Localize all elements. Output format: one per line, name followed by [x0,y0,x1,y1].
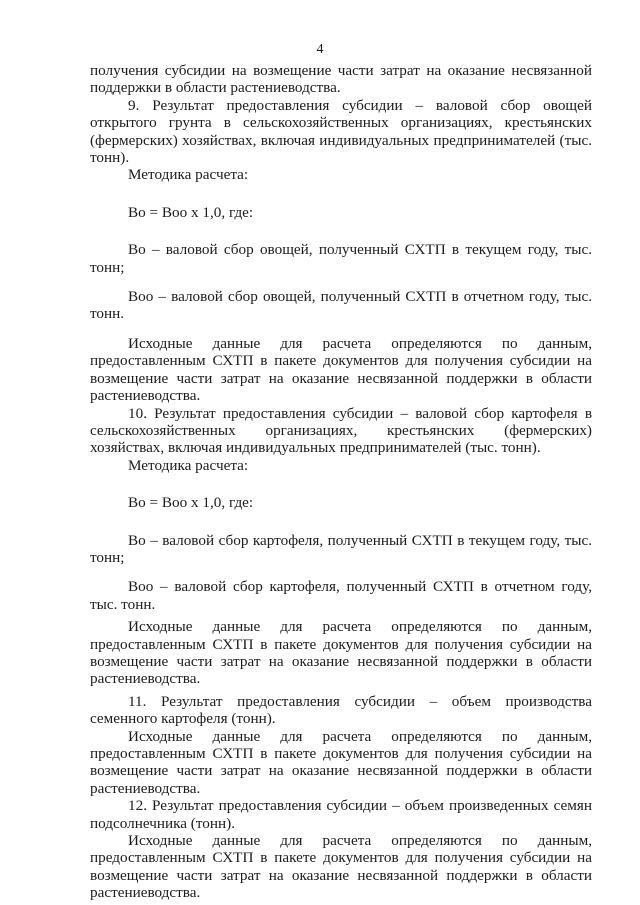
formula-definition: Во – валовой сбор овощей, полученный СХТП в текущем году, тыс. тонн; [90,241,592,276]
paragraph-source-data: Исходные данные для расчета определяются по данным, предоставленным СХТП в пакете документов для получения субсидии на возмещение части затрат на оказание несвязанной поддержки в области растениеводства. [90,727,592,797]
paragraph-item-9: 9. Результат предоставления субсидии – валовой сбор овощей открытого грунта в сельскохозяйственных организациях, крестьянских (фермерских) хозяйствах, включая индивидуальных предпринимателей (тыс. тонн). [90,96,592,167]
formula-definition: Воо – валовой сбор картофеля, полученный СХТП в отчетном году, тыс. тонн. [90,578,592,613]
paragraph-item-11: 11. Результат предоставления субсидии – объем производства семенного картофеля (тонн). [90,692,592,728]
formula-definition: Воо – валовой сбор овощей, полученный СХТП в отчетном году, тыс. тонн. [90,288,592,323]
paragraph-method-heading: Методика расчета: [128,456,249,474]
paragraph-item-10: 10. Результат предоставления субсидии – валовой сбор картофеля в сельскохозяйственных организациях, крестьянских (фермерских) хозяйствах, включая индивидуальных предпринимателей (тыс. тонн). [90,404,592,457]
paragraph-item-12: 12. Результат предоставления субсидии – объем произведенных семян подсолнечника (тонн). [90,797,592,832]
formula-definition: Во – валовой сбор картофеля, полученный СХТП в текущем году, тыс. тонн; [90,531,592,566]
formula: Во = Воо х 1,0, где: [128,203,254,221]
paragraph-continuation: получения субсидии на возмещение части затрат на оказание несвязанной поддержки в области растениеводства. [90,62,592,97]
formula: Во = Воо х 1,0, где: [128,494,254,512]
paragraph-method-heading: Методика расчета: [128,166,249,184]
paragraph-source-data: Исходные данные для расчета определяются по данным, предоставленным СХТП в пакете документов для получения субсидии на возмещение части затрат на оказание несвязанной поддержки в области растениеводства. [90,832,592,902]
document-body [90,62,592,902]
paragraph-source-data: Исходные данные для расчета определяются по данным, предоставленным СХТП в пакете документов для получения субсидии на возмещение части затрат на оказание несвязанной поддержки в области растениеводства. [90,334,592,405]
paragraph-source-data: Исходные данные для расчета определяются по данным, предоставленным СХТП в пакете документов для получения субсидии на возмещение части затрат на оказание несвязанной поддержки в области растениеводства. [90,618,592,688]
page-number: 4 [316,42,324,57]
